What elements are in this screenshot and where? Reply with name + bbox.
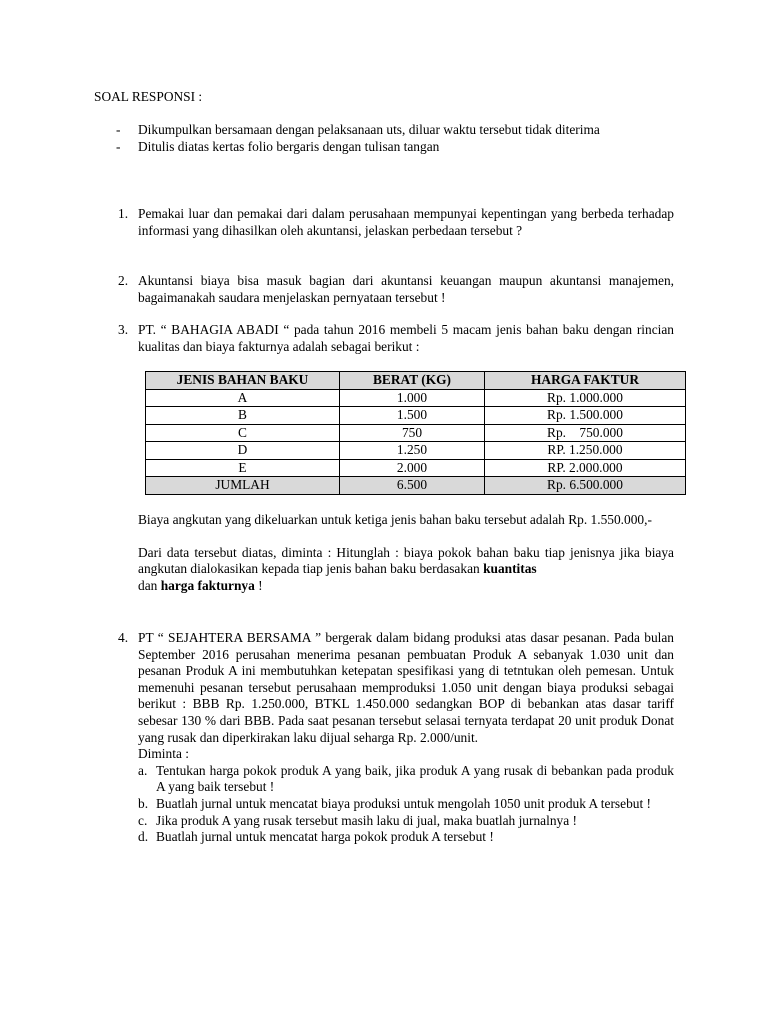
sub-question [138, 796, 674, 813]
note-bullet: - [116, 122, 121, 137]
table-cell: 750 [340, 424, 485, 442]
emphasis-text: harga fakturnya [160, 578, 255, 594]
sub-question [138, 829, 674, 846]
paragraph-text: Dari data tersebut diatas, diminta : Hitunglah : biaya pokok bahan baku tiap jenisnya jika biaya angkutan dialokasikan kepada tiap jenis bahan baku berdasakan [138, 544, 674, 577]
question-number: 1. [118, 206, 129, 221]
emphasis-text: kuantitas [483, 561, 537, 577]
question-1 [118, 206, 674, 239]
question-text: PT “ SEJAHTERA BERSAMA ” bergerak dalam bidang produksi atas dasar pesanan. Pada bulan September 2016 perusahan menerima pesanan pembuatan Produk A sebanyak 1.030 unit dan pesanan Produk A ini membutuhkan ketepatan spesifikasi yang di tetntukan oleh pemesan. Untuk memenuhi pesanan tersebut perusahaan memproduksi 1.050 unit dengan biaya produksi sebagai berikut : BBB Rp. 1.250.000, BTKL 1.450.000 sedangkan BOP di bebankan atas dasar tariff sebesar 130 % dari BBB. Pada saat pesanan tersebut selasai ternyata terdapat 20 unit produk Donat yang rusak dan diperkirakan laku dijual seharga Rp. 2.000/unit. [138, 630, 674, 745]
question-number: 4. [118, 630, 129, 645]
table-total-row [146, 477, 686, 495]
question-4 [118, 630, 674, 846]
table-cell: 1.000 [340, 389, 485, 407]
sub-question-letter: b. [138, 795, 149, 811]
table-row [146, 459, 686, 477]
sub-question-text: Jika produk A yang rusak tersebut masih laku di jual, maka buatlah jurnalnya ! [156, 812, 577, 828]
table-header-row [146, 372, 686, 390]
sub-question-letter: d. [138, 829, 149, 845]
page-heading: SOAL RESPONSI : [94, 89, 203, 104]
question-text: Pemakai luar dan pemakai dari dalam perusahaan mempunyai kepentingan yang berbeda terhadap informasi yang dihasilkan oleh akuntansi, jelaskan perbedaan tersebut ? [138, 206, 674, 238]
note-item [94, 122, 694, 139]
table-cell: Rp. 6.500.000 [485, 477, 686, 495]
sub-question-text: Buatlah jurnal untuk mencatat harga pokok produk A tersebut ! [156, 829, 494, 845]
question-3 [118, 322, 674, 595]
table-cell: A [146, 389, 340, 407]
question-number: 2. [118, 273, 129, 288]
table-cell: D [146, 442, 340, 460]
table-cell: JUMLAH [146, 477, 340, 495]
table-row [146, 407, 686, 425]
table-cell: C [146, 424, 340, 442]
table-cell: Rp. 1.500.000 [485, 407, 686, 425]
question-text: PT. “ BAHAGIA ABADI “ pada tahun 2016 membeli 5 macam jenis bahan baku dengan rincian kualitas dan biaya fakturnya adalah sebagai berikut : [138, 322, 674, 354]
paragraph-text: ! [254, 578, 263, 594]
table-cell: E [146, 459, 340, 477]
sub-question-list [138, 763, 674, 846]
question-text: Akuntansi biaya bisa masuk bagian dari akuntansi keuangan maupun akuntansi manajemen, bagaimanakah saudara menjelaskan pernyataan tersebut ! [138, 273, 674, 305]
diminta-label: Diminta : [138, 746, 189, 762]
table-cell: B [146, 407, 340, 425]
column-header: BERAT (KG) [340, 372, 485, 390]
question-paragraph [138, 545, 674, 595]
table-cell: 2.000 [340, 459, 485, 477]
sub-question-text: Tentukan harga pokok produk A yang baik, jika produk A yang rusak di bebankan pada produk A yang baik tersebut ! [156, 762, 674, 795]
sub-question [138, 813, 674, 830]
question-paragraph: Biaya angkutan yang dikeluarkan untuk ketiga jenis bahan baku tersebut adalah Rp. 1.550.000,- [138, 511, 652, 527]
notes-list [94, 122, 694, 155]
table-row [146, 442, 686, 460]
note-text: Dikumpulkan bersamaan dengan pelaksanaan uts, diluar waktu tersebut tidak diterima [138, 122, 600, 137]
question-number: 3. [118, 322, 129, 337]
sub-question [138, 763, 674, 796]
column-header: HARGA FAKTUR [485, 372, 686, 390]
note-bullet: - [116, 138, 121, 154]
column-header: JENIS BAHAN BAKU [146, 372, 340, 390]
table-cell: RP. 1.250.000 [485, 442, 686, 460]
question-2 [118, 273, 674, 306]
table-row [146, 389, 686, 407]
bahan-baku-table [145, 371, 686, 495]
table-cell: 6.500 [340, 477, 485, 495]
sub-question-text: Buatlah jurnal untuk mencatat biaya produksi untuk mengolah 1050 unit produk A tersebut ! [156, 795, 651, 811]
table-cell: Rp. 750.000 [485, 424, 686, 442]
sub-question-letter: a. [138, 762, 148, 778]
table-cell: 1.250 [340, 442, 485, 460]
table-row [146, 424, 686, 442]
sub-question-letter: c. [138, 812, 148, 828]
table-cell: Rp. 1.000.000 [485, 389, 686, 407]
paragraph-text: dan [138, 578, 161, 594]
table-cell: RP. 2.000.000 [485, 459, 686, 477]
note-item [94, 139, 694, 156]
note-text: Ditulis diatas kertas folio bergaris dengan tulisan tangan [138, 138, 440, 154]
table-cell: 1.500 [340, 407, 485, 425]
